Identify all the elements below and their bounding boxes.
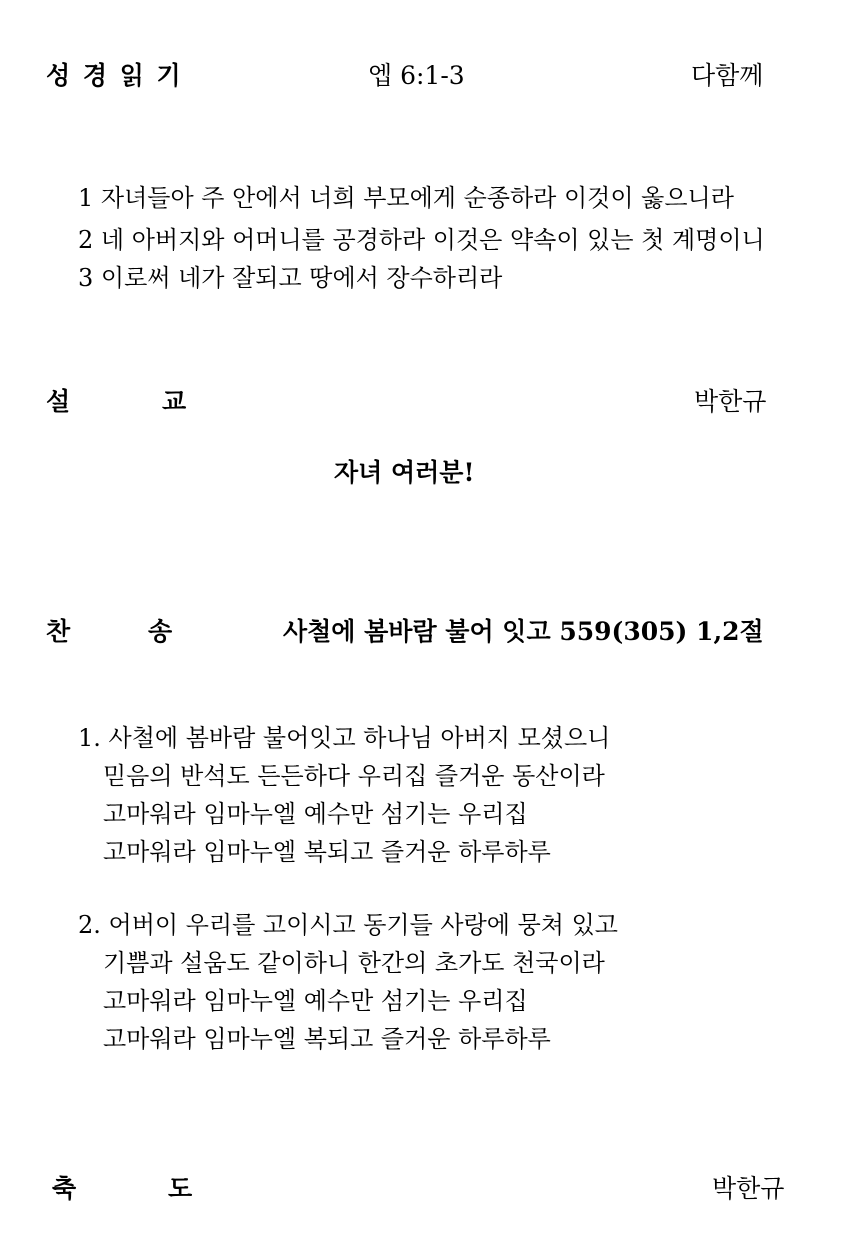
hymn-title: 사철에 봄바람 불어 잇고 559(305) 1,2절 (283, 617, 764, 646)
sermon-label-1: 설 (46, 387, 71, 416)
benediction-minister: 박한규 (712, 1174, 785, 1203)
hymn-line: 기쁨과 설움도 같이하니 한간의 초가도 천국이라 (103, 949, 605, 977)
sermon-preacher: 박한규 (694, 387, 767, 416)
verse-line: 1 자녀들아 주 안에서 너희 부모에게 순종하라 이것이 옳으니라 (78, 184, 734, 212)
reading-leader: 다함께 (691, 61, 764, 90)
hymn-line: 1. 사철에 봄바람 불어잇고 하나님 아버지 모셨으니 (78, 724, 611, 752)
hymn-stanza-1 (78, 718, 758, 868)
scripture-verses (78, 186, 778, 306)
hymn-line: 믿음의 반석도 든든하다 우리집 즐거운 동산이라 (103, 762, 605, 790)
hymn-label-2: 송 (148, 617, 173, 646)
verse-line: 2 네 아버지와 어머니를 공경하라 이것은 약속이 있는 첫 계명이니 (78, 226, 765, 254)
sermon-label-2: 교 (162, 387, 187, 416)
hymn-line: 고마워라 임마누엘 예수만 섬기는 우리집 (103, 800, 528, 828)
hymn-line: 고마워라 임마누엘 예수만 섬기는 우리집 (103, 987, 528, 1015)
benediction-label-1: 축 (52, 1174, 77, 1203)
reading-reference: 엡 6:1-3 (368, 61, 465, 90)
hymn-line: 2. 어버이 우리를 고이시고 동기들 사랑에 뭉쳐 있고 (78, 911, 618, 939)
verse-line: 3 이로써 네가 잘되고 땅에서 장수하리라 (78, 264, 503, 292)
hymn-line: 고마워라 임마누엘 복되고 즐거운 하루하루 (103, 838, 551, 866)
hymn-line: 고마워라 임마누엘 복되고 즐거운 하루하루 (103, 1025, 551, 1053)
hymn-stanza-2 (78, 905, 758, 1055)
reading-label: 성 경 읽 기 (46, 61, 183, 90)
sermon-title: 자녀 여러분! (334, 458, 475, 487)
hymn-label-1: 찬 (46, 617, 71, 646)
benediction-label-2: 도 (168, 1174, 193, 1203)
